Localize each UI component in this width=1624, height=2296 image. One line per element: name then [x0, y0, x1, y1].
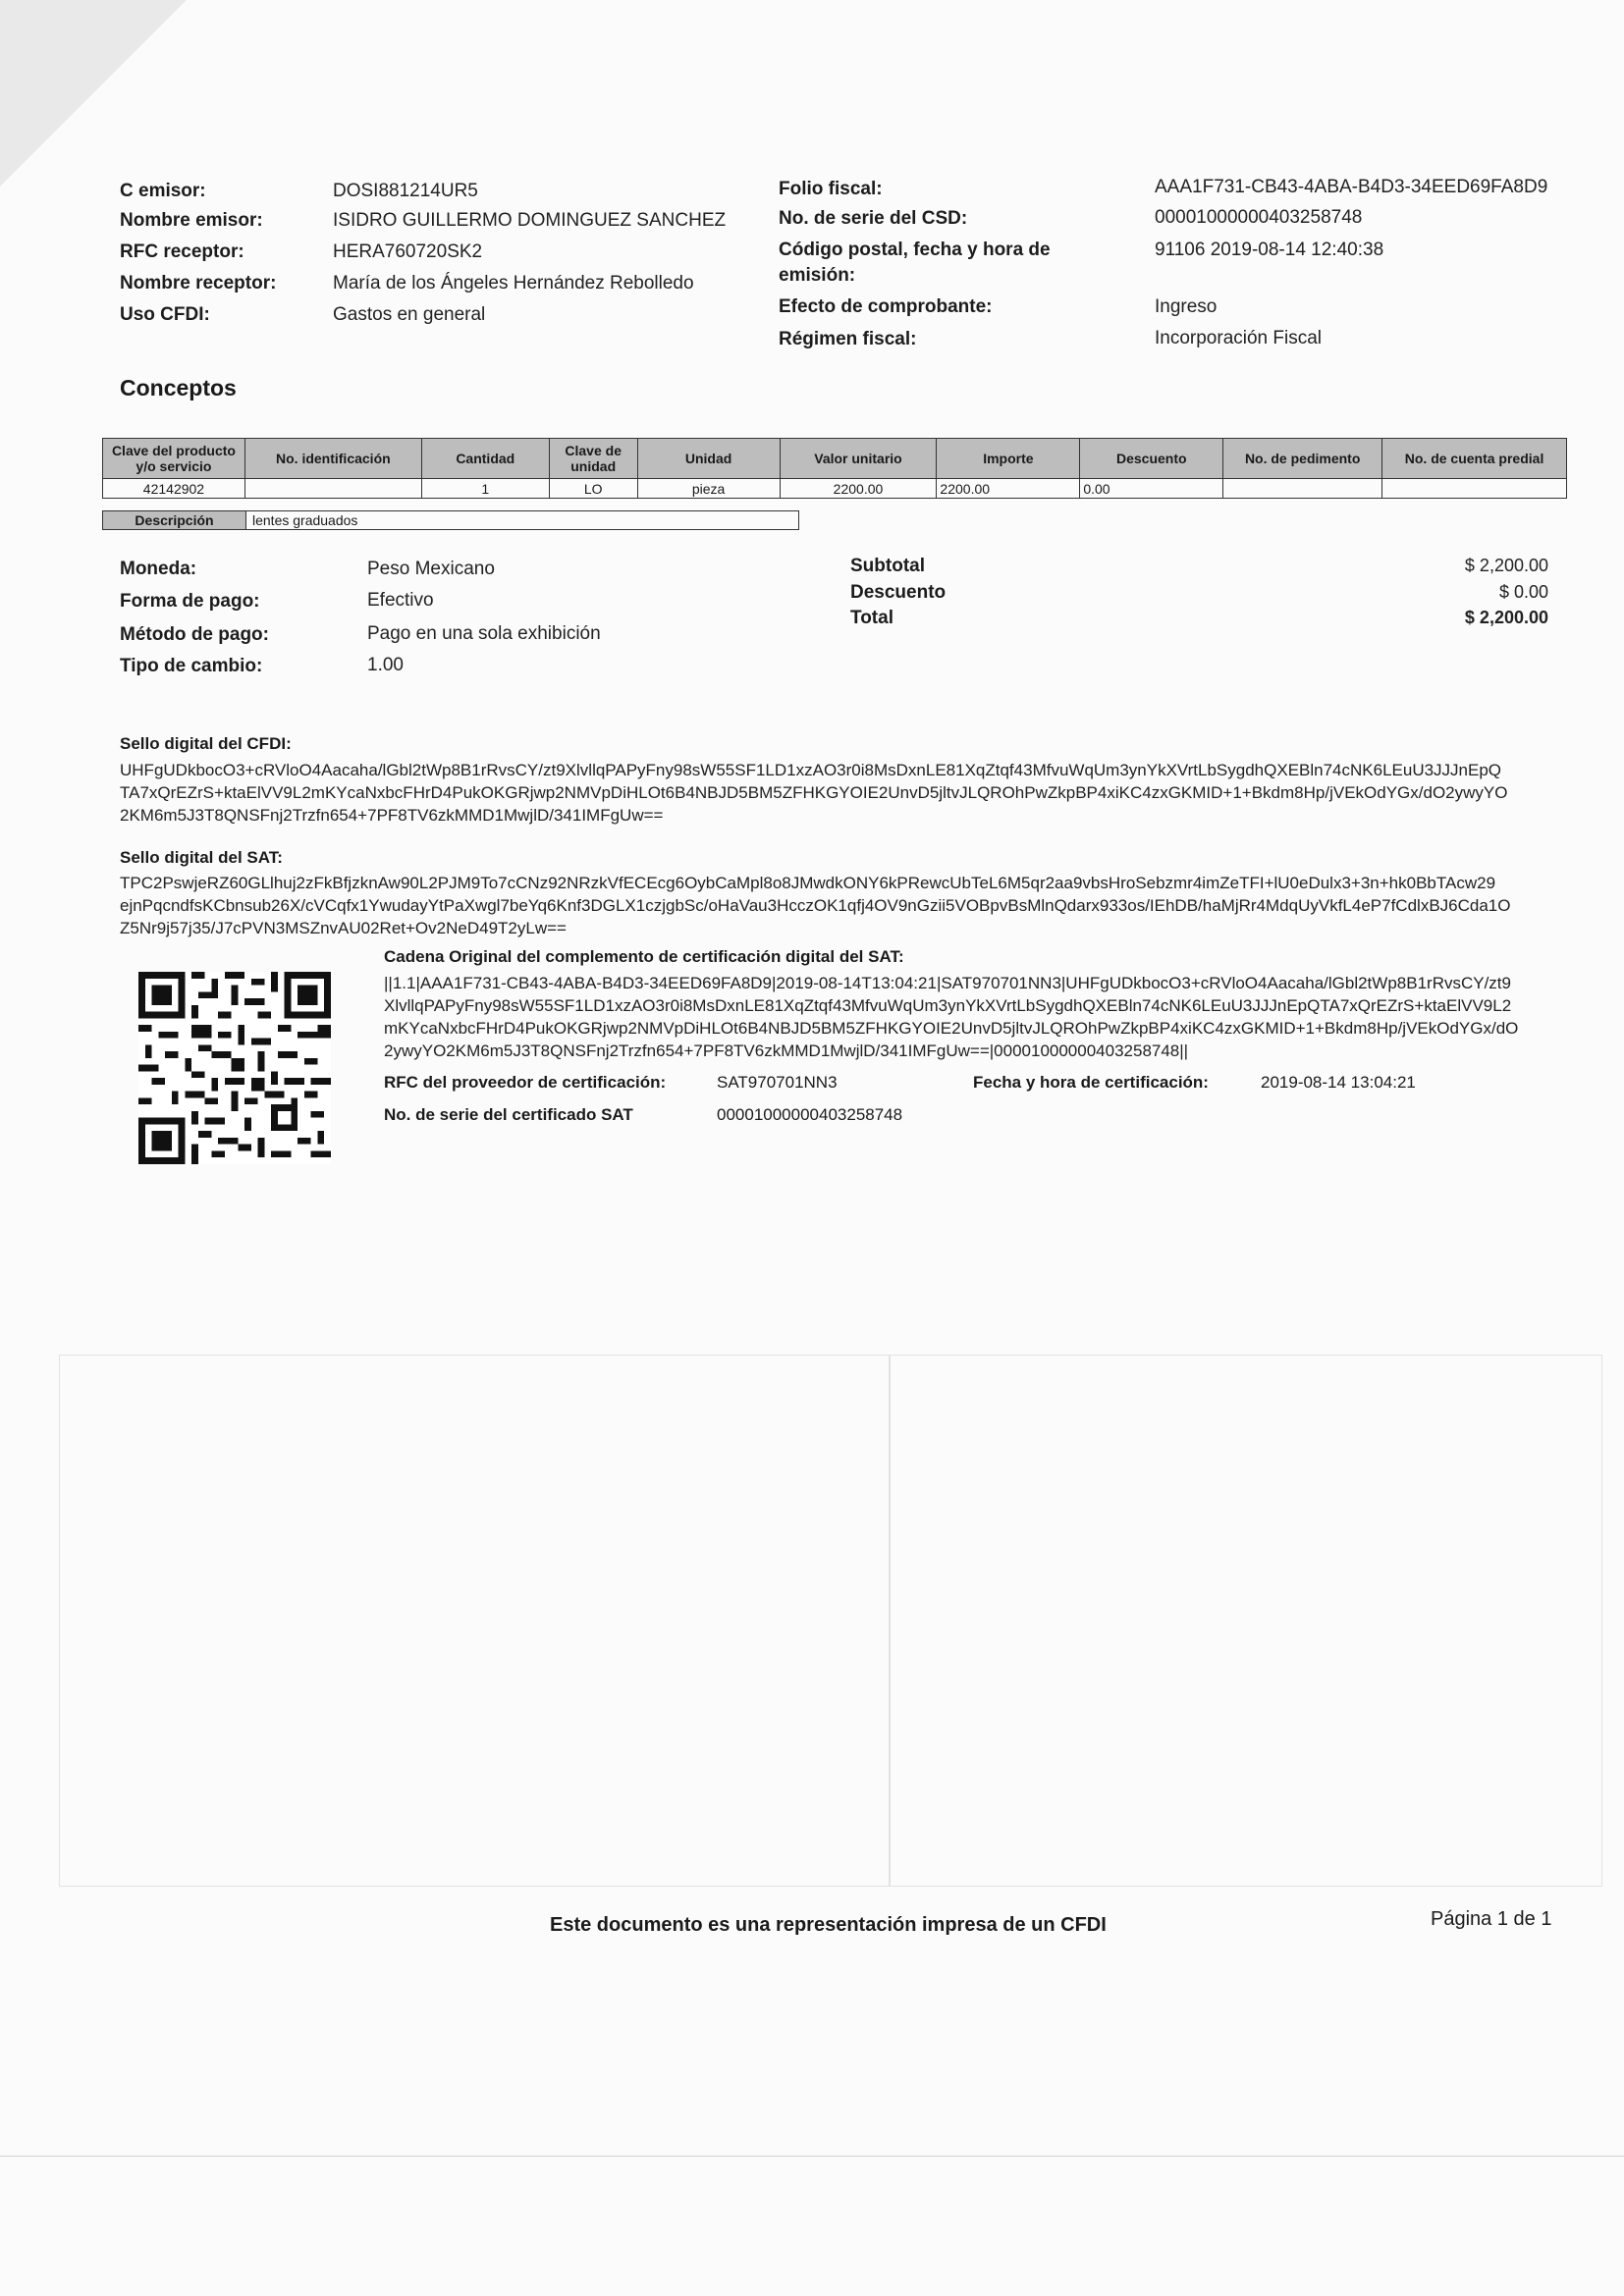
col-no-pedimento: No. de pedimento: [1223, 439, 1382, 479]
col-clave-producto: Clave del producto y/o servicio: [103, 439, 245, 479]
moneda-value: Peso Mexicano: [367, 559, 495, 579]
metodo-pago-value: Pago en una sola exhibición: [367, 623, 601, 644]
footer-note: Este documento es una representación impresa de un CFDI: [550, 1914, 1107, 1936]
cell-importe: 2200.00: [937, 479, 1080, 499]
nombre-receptor-value: María de los Ángeles Hernández Rebolledo: [333, 273, 694, 294]
total-value: $ 2,200.00: [1464, 608, 1548, 627]
codigo-postal-label-2: emisión:: [779, 265, 856, 286]
qr-code: [138, 972, 331, 1164]
cell-no-pedimento: [1223, 479, 1382, 499]
cell-clave-unidad: LO: [549, 479, 637, 499]
folio-fiscal-value: AAA1F731-CB43-4ABA-B4D3-34EED69FA8D9: [1155, 177, 1548, 197]
descripcion-row: [102, 510, 799, 530]
cadena-value: [384, 972, 1611, 1062]
conceptos-table: [102, 438, 1567, 499]
conceptos-title: Conceptos: [120, 375, 237, 400]
codigo-postal-value: 91106 2019-08-14 12:40:38: [1155, 240, 1384, 260]
fecha-certificacion-label: Fecha y hora de certificación:: [973, 1073, 1209, 1092]
cell-valor-unitario: 2200.00: [780, 479, 937, 499]
col-no-identificacion: No. identificación: [244, 439, 421, 479]
sello-cfdi-line: UHFgUDkbocO3+cRVloO4Aacaha/lGbl2tWp8B1rRvsCY/zt9XlvllqPAPyFny98sW55SF1LD1xzAO3r0i8MsDxnLE81XqZtqf43MfvuWqUm3ynYkXVrtLbSygdhQXEBln74cNK6LEuU3JJJnEpQ: [120, 761, 1502, 779]
table-row: [103, 479, 1567, 499]
regimen-fiscal-label: Régimen fiscal:: [779, 329, 917, 349]
col-unidad: Unidad: [637, 439, 780, 479]
col-importe: Importe: [937, 439, 1080, 479]
cadena-line: 2ywyYO2KM6m5J3T8QNSFnj2Trzfn654+7PF8TV6zkMMD1MwjlD/341IMFgUw==|00001000000403258748||: [384, 1041, 1189, 1060]
nombre-emisor-label: Nombre emisor:: [120, 210, 263, 231]
codigo-postal-label: Código postal, fecha y hora de: [779, 240, 1051, 260]
rfc-emisor-value: DOSI881214UR5: [333, 181, 478, 201]
folded-corner-shadow: [0, 0, 187, 187]
descuento-value: $ 0.00: [1498, 582, 1548, 602]
rfc-receptor-label: RFC receptor:: [120, 241, 244, 262]
rfc-receptor-value: HERA760720SK2: [333, 241, 483, 262]
serie-certificado-value: 00001000000403258748: [717, 1105, 903, 1124]
uso-cfdi-label: Uso CFDI:: [120, 304, 210, 325]
sello-cfdi-value: [120, 759, 1612, 827]
rfc-proveedor-label: RFC del proveedor de certificación:: [384, 1073, 667, 1092]
rfc-proveedor-value: SAT970701NN3: [717, 1073, 838, 1092]
uso-cfdi-value: Gastos en general: [333, 304, 486, 325]
col-clave-unidad: Clave de unidad: [549, 439, 637, 479]
page-number: Página 1 de 1: [1431, 1908, 1552, 1930]
nombre-receptor-label: Nombre receptor:: [120, 273, 277, 294]
nombre-emisor-value: ISIDRO GUILLERMO DOMINGUEZ SANCHEZ: [333, 210, 727, 231]
serie-certificado-label: No. de serie del certificado SAT: [384, 1105, 633, 1124]
rfc-emisor-label: C emisor:: [120, 181, 206, 201]
sello-sat-label: Sello digital del SAT:: [120, 848, 283, 867]
tipo-cambio-value: 1.00: [367, 655, 404, 675]
cell-unidad: pieza: [637, 479, 780, 499]
metodo-pago-label: Método de pago:: [120, 624, 269, 645]
conceptos-header-row: [103, 439, 1567, 479]
col-valor-unitario: Valor unitario: [780, 439, 937, 479]
folio-fiscal-label: Folio fiscal:: [779, 179, 883, 199]
sello-sat-line: ejnPqcndfsKCbnsub26X/cVCqfx1YwudayYtPaXwgl7beYq6Knf3DGLX1czjgbSc/oHaVau3HcczOK1qfj4OV9nGzii5VOBpvBsMlnQdarx933os/IEhDB/haMjRr4MdqUyVkfL4eP7fCdlxBJ6Cda1O: [120, 896, 1511, 915]
cadena-line: mKYcaNxbcFHrD4PukOKGRjwp2NMVpDiHLOt6B4NBJD5BM5ZFHKGYOIE2UnvD5jltvJLQROhPwZkpBP4xiKC4zxGKMID+1+Bkdm8Hp/jVEkOdYGx/dO: [384, 1019, 1519, 1038]
cadena-line: XlvllqPAPyFny98sW55SF1LD1xzAO3r0i8MsDxnLE81XqZtqf43MfvuWqUm3ynYkXVrtLbSygdhQXEBln74cNK6LEuU3JJJnEpQTA7xQrEZrS+ktaElVV9L2: [384, 996, 1512, 1015]
cell-descuento: 0.00: [1080, 479, 1223, 499]
cell-cuenta-predial: [1382, 479, 1567, 499]
scan-edge-line: [0, 2156, 1624, 2157]
descripcion-value: lentes graduados: [252, 512, 358, 528]
subtotal-label: Subtotal: [850, 556, 925, 576]
cadena-line: ||1.1|AAA1F731-CB43-4ABA-B4D3-34EED69FA8D9|2019-08-14T13:04:21|SAT970701NN3|UHFgUDkbocO3+cRVloO4Aacaha/lGbl2tWp8B1rRvsCY/zt9: [384, 974, 1511, 992]
forma-pago-value: Efectivo: [367, 590, 434, 611]
serie-csd-value: 00001000000403258748: [1155, 207, 1363, 228]
sello-cfdi-line: 2KM6m5J3T8QNSFnj2Trzfn654+7PF8TV6zkMMD1MwjlD/341IMFgUw==: [120, 806, 664, 825]
total-label: Total: [850, 608, 893, 628]
efecto-comprobante-label: Efecto de comprobante:: [779, 296, 993, 317]
fecha-certificacion-value: 2019-08-14 13:04:21: [1261, 1073, 1416, 1092]
regimen-fiscal-value: Incorporación Fiscal: [1155, 328, 1323, 348]
cell-cantidad: 1: [421, 479, 549, 499]
descuento-label: Descuento: [850, 582, 947, 603]
tipo-cambio-label: Tipo de cambio:: [120, 656, 263, 676]
cell-clave-producto: 42142902: [103, 479, 245, 499]
col-cantidad: Cantidad: [421, 439, 549, 479]
forma-pago-label: Forma de pago:: [120, 591, 260, 612]
descripcion-label: Descripción: [103, 511, 246, 529]
moneda-label: Moneda:: [120, 559, 197, 579]
subtotal-value: $ 2,200.00: [1464, 556, 1548, 575]
sello-cfdi-label: Sello digital del CFDI:: [120, 734, 292, 753]
ghost-backside-divider: [889, 1355, 891, 1887]
sello-sat-line: TPC2PswjeRZ60GLlhuj2zFkBfjzknAw90L2PJM9To7cCNz92NRzkVfECEcg6OybCaMpl8o8JMwdkONY6kPRewcUbTeL6M5qr2aa9vbsHroSebzmr4imZeTFI+lU0eDulx3+3n+hk0BbTAcw29: [120, 874, 1496, 892]
cadena-label: Cadena Original del complemento de certificación digital del SAT:: [384, 947, 904, 966]
efecto-comprobante-value: Ingreso: [1155, 296, 1218, 317]
serie-csd-label: No. de serie del CSD:: [779, 208, 968, 229]
sello-cfdi-line: TA7xQrEZrS+ktaElVV9L2mKYcaNxbcFHrD4PukOKGRjwp2NMVpDiHLOt6B4NBJD5BM5ZFHKGYOIE2UnvD5jltvJLQROhPwZkpBP4xiKC4zxGKMID+1+Bkdm8Hp/jVEkOdYGx/dO2ywyYO: [120, 783, 1508, 802]
col-descuento: Descuento: [1080, 439, 1223, 479]
ghost-backside-frame: [59, 1355, 1602, 1887]
col-cuenta-predial: No. de cuenta predial: [1382, 439, 1567, 479]
cell-no-identificacion: [244, 479, 421, 499]
sello-sat-line: Z5Nr9j57j35/J7cPVN3MSZnvAU02Ret+Ov2NeD49T2yLw==: [120, 919, 567, 937]
sello-sat-value: [120, 872, 1612, 939]
